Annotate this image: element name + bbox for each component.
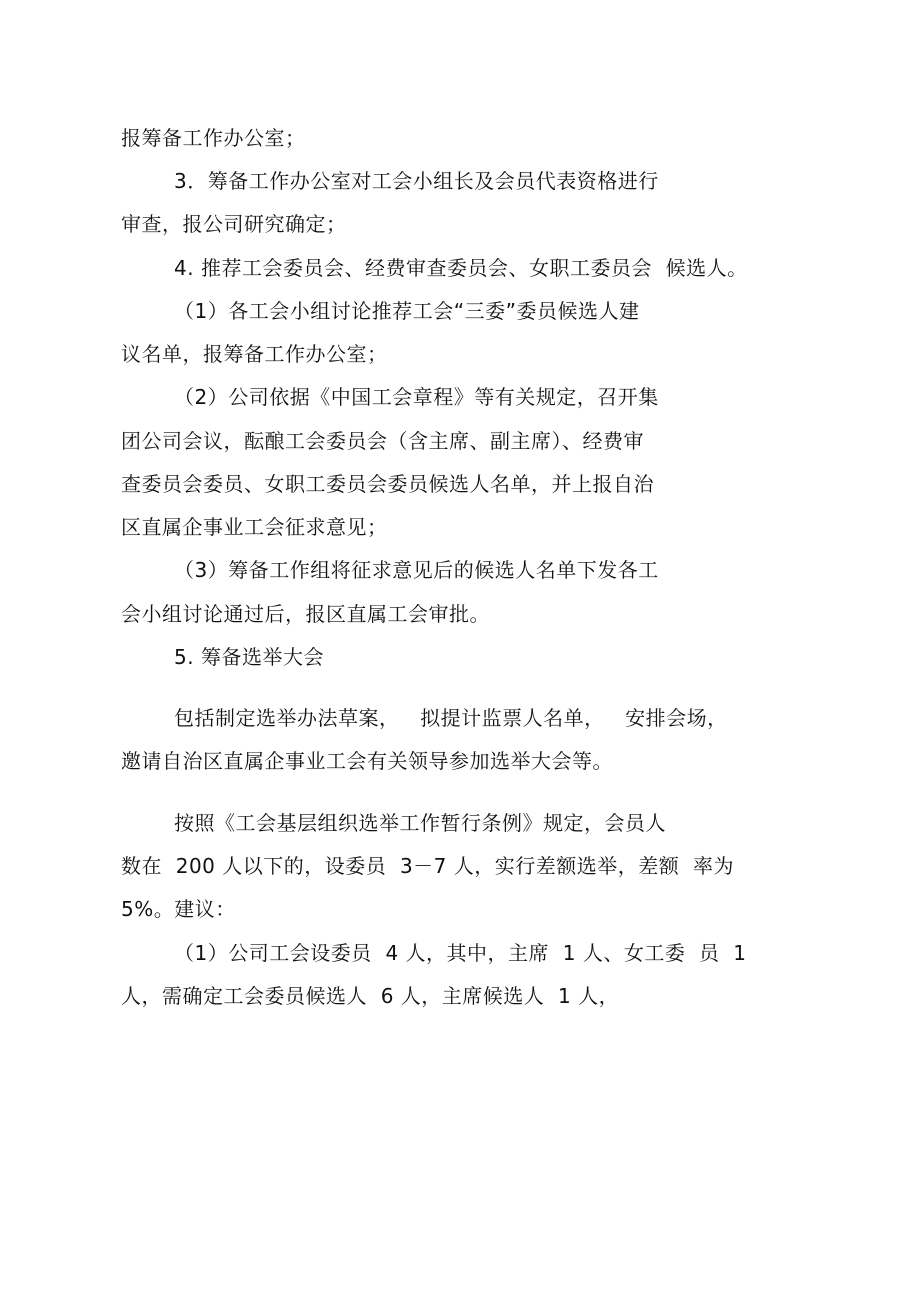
text-line: 议名单，报筹备工作办公室； <box>121 342 388 366</box>
text-line: 审查，报公司研究确定； <box>121 212 347 236</box>
text-line: 4. 推荐工会委员会、经费审查委员会、女职工委员会 候选人。 <box>174 256 748 280</box>
text-line: （1）各工会小组讨论推荐工会“三委”委员候选人建 <box>174 299 640 323</box>
text-line: （2）公司依据《中国工会章程》等有关规定，召开集 <box>174 385 659 409</box>
text-line: （3）筹备工作组将征求意见后的候选人名单下发各工 <box>174 558 659 582</box>
text-line: 邀请自治区直属企事业工会有关领导参加选举大会等。 <box>121 749 613 773</box>
text-line: 5%。建议： <box>121 897 236 921</box>
text-line: 3．筹备工作办公室对工会小组长及会员代表资格进行 <box>174 169 659 193</box>
text-line: 数在 200 人以下的，设委员 3－7 人，实行差额选举，差额 率为 <box>121 854 734 878</box>
text-line: 会小组讨论通过后，报区直属工会审批。 <box>121 602 490 626</box>
text-line: 按照《工会基层组织选举工作暂行条例》规定，会员人 <box>174 811 666 835</box>
text-line: 团公司会议，酝酿工会委员会（含主席、副主席）、经费审 <box>121 429 644 453</box>
text-line: 包括制定选举办法草案， 拟提计监票人名单， 安排会场， <box>174 706 728 730</box>
text-line: 区直属企事业工会征求意见； <box>121 515 388 539</box>
section-heading: 5. 筹备选举大会 <box>174 645 324 669</box>
text-line: 人，需确定工会委员候选人 6 人，主席候选人 1 人， <box>121 984 620 1008</box>
text-line: 查委员会委员、女职工委员会委员候选人名单，并上报自治 <box>121 472 654 496</box>
text-line: （1）公司工会设委员 4 人，其中，主席 1 人、女工委 员 1 <box>174 941 747 965</box>
text-line: 报筹备工作办公室； <box>121 126 306 150</box>
